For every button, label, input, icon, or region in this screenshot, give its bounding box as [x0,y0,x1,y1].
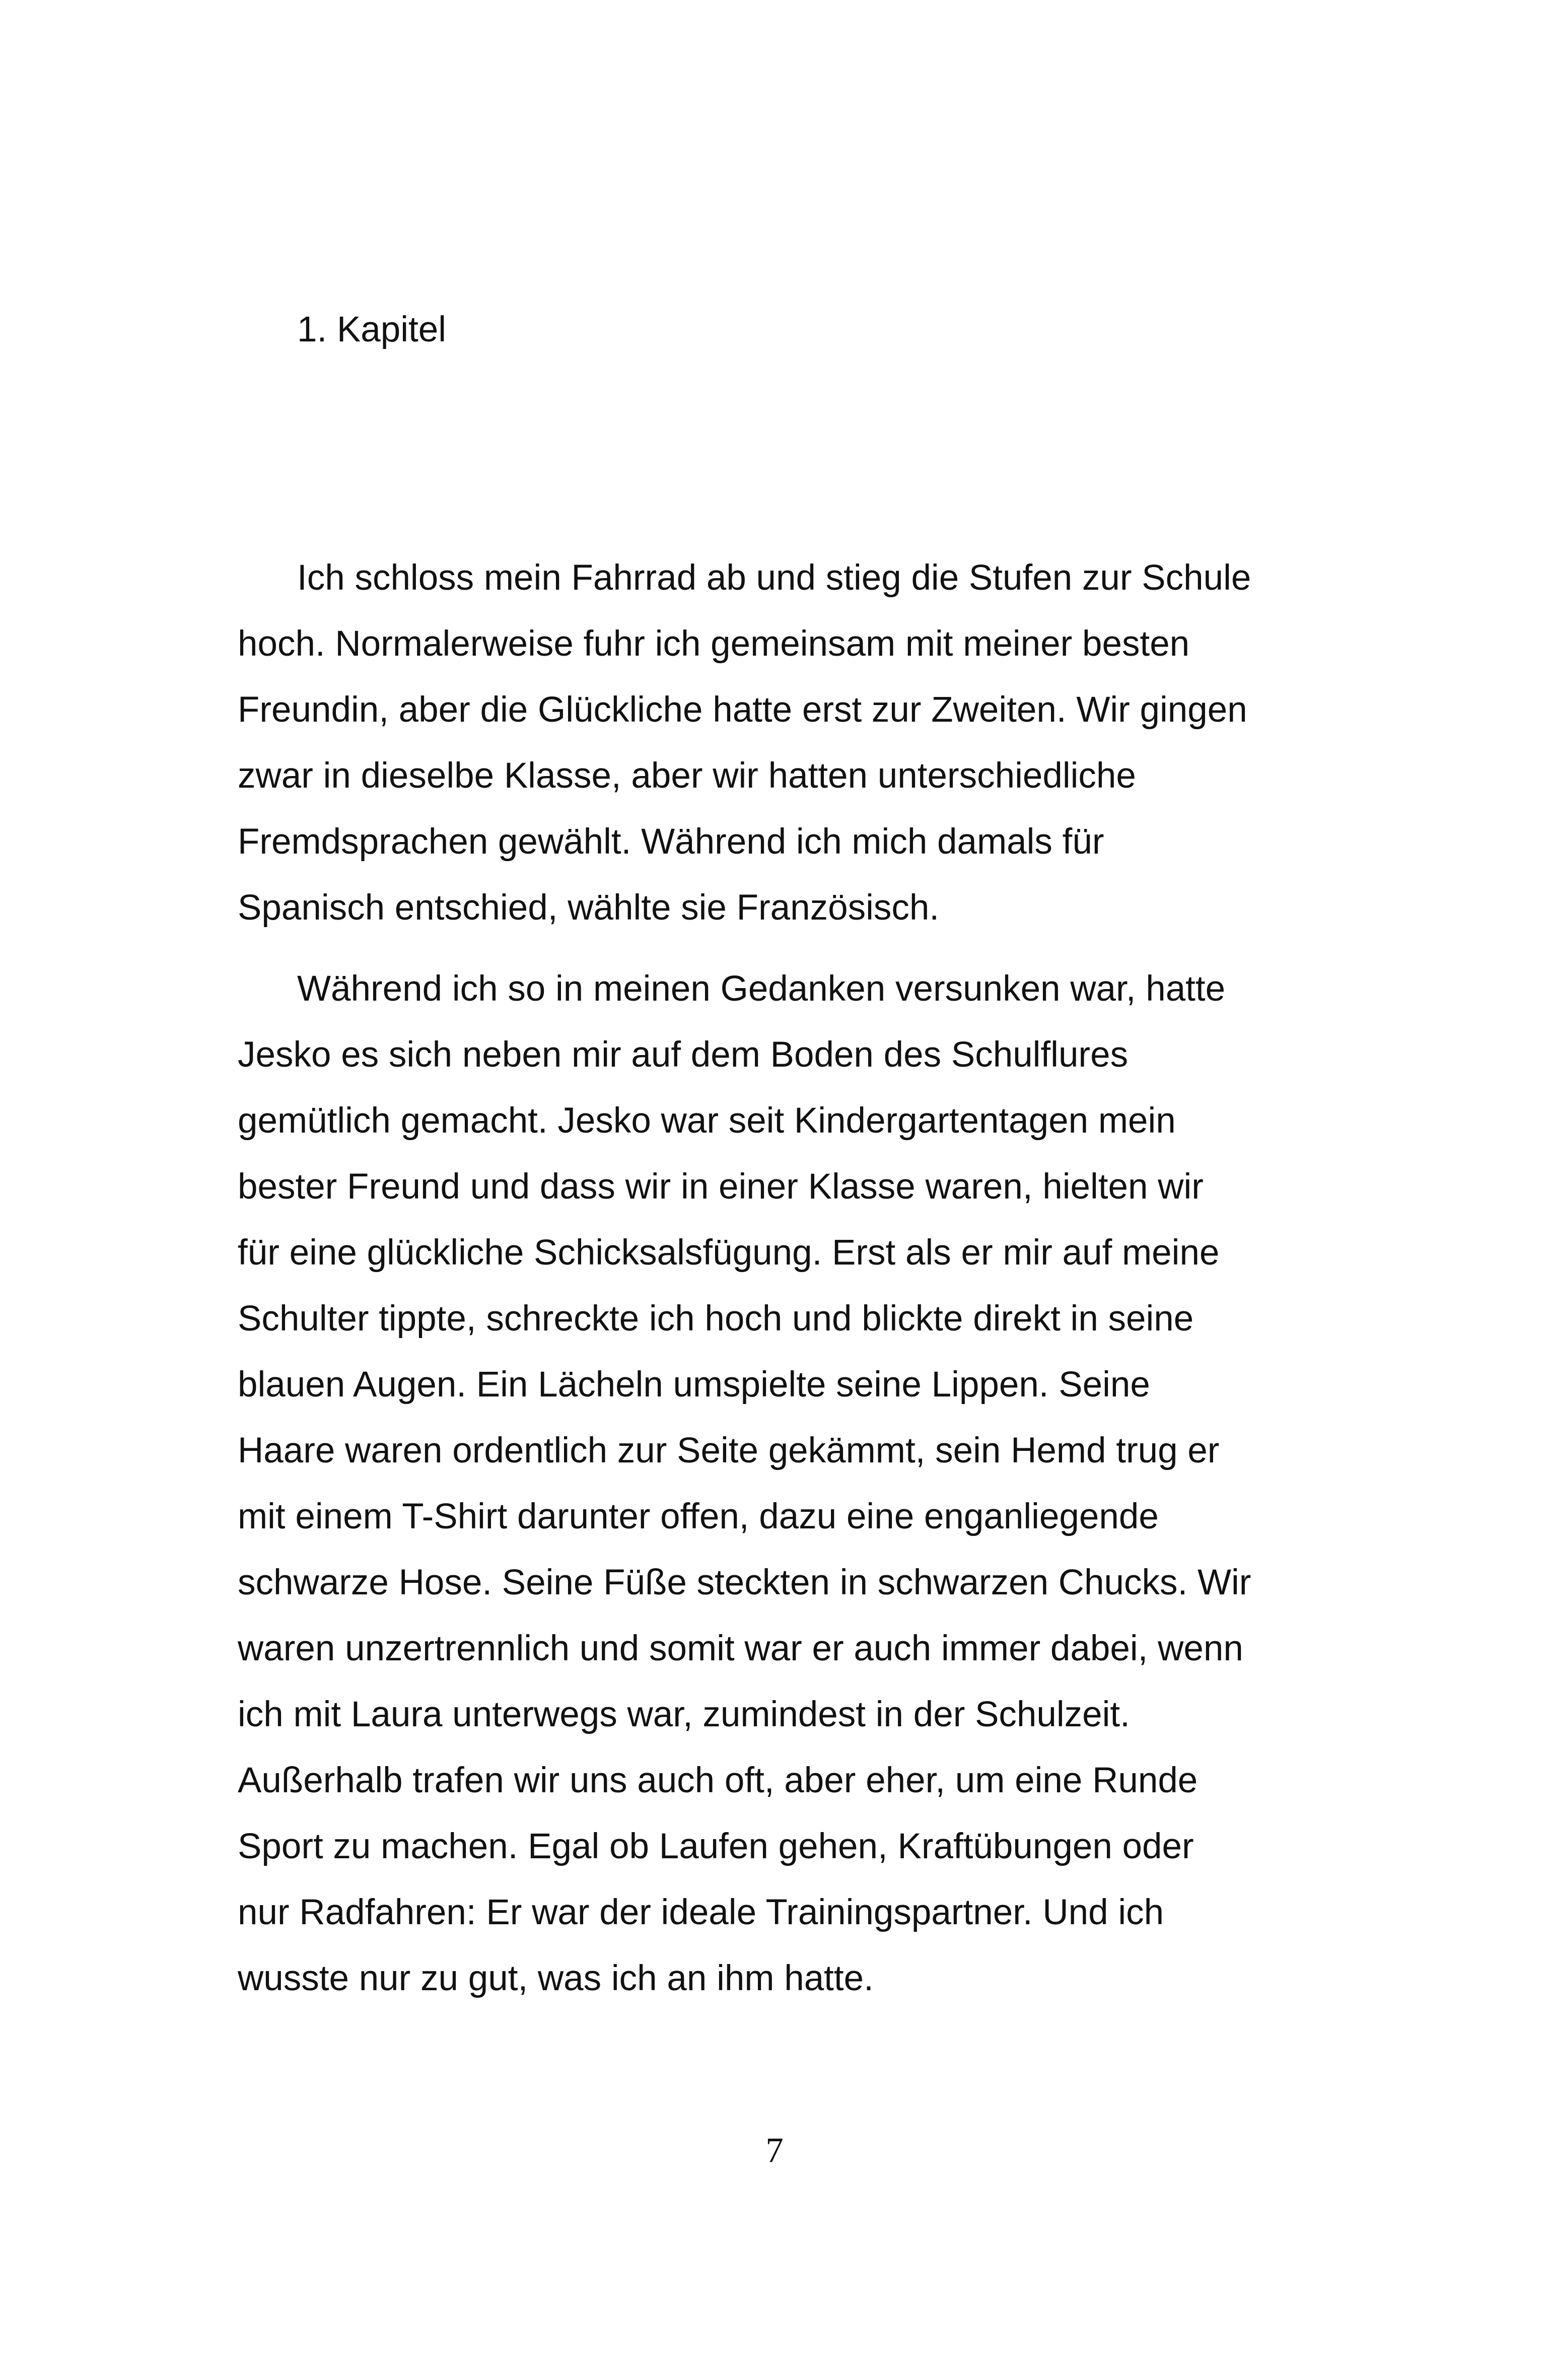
page-number: 7 [765,2131,784,2170]
text-line: bester Freund und dass wir in einer Klasse waren, hielten wir [238,1167,1204,1207]
text-line: Haare waren ordentlich zur Seite gekämmt, sein Hemd trug er [238,1431,1220,1471]
text-line: ich mit Laura unterwegs war, zumindest in der Schulzeit. [238,1695,1130,1734]
text-line: waren unzertrennlich und somit war er auch immer dabei, wenn [238,1629,1243,1668]
text-line: gemütlich gemacht. Jesko war seit Kindergartentagen mein [238,1101,1176,1141]
text-line: Außerhalb trafen wir uns auch oft, aber eher, um eine Runde [238,1761,1198,1800]
text-line: zwar in dieselbe Klasse, aber wir hatten unterschiedliche [238,756,1136,796]
text-line: wusste nur zu gut, was ich an ihm hatte. [238,1958,874,1998]
text-line: schwarze Hose. Seine Füße steckten in schwarzen Chucks. Wir [238,1563,1251,1602]
text-line: Ich schloss mein Fahrrad ab und stieg die Stufen zur Schule [297,558,1251,598]
text-line: nur Radfahren: Er war der ideale Trainingspartner. Und ich [238,1893,1164,1932]
paragraph-2 [238,956,1315,2011]
text-line: mit einem T-Shirt darunter offen, dazu eine enganliegende [238,1497,1159,1536]
text-line: Sport zu machen. Egal ob Laufen gehen, Kraftübungen oder [238,1827,1194,1866]
text-line: für eine glückliche Schicksalsfügung. Erst als er mir auf meine [238,1233,1220,1273]
text-line: Freundin, aber die Glückliche hatte erst zur Zweiten. Wir gingen [238,690,1247,730]
paragraph-spacing [238,941,1315,956]
text-line: Fremdsprachen gewählt. Während ich mich damals für [238,822,1104,862]
paragraph-1 [238,545,1315,941]
text-line: Spanisch entschied, wählte sie Französisch. [238,888,940,928]
body-text [238,545,1315,2011]
text-line: Schulter tippte, schreckte ich hoch und blickte direkt in seine [238,1299,1194,1339]
text-line: Während ich so in meinen Gedanken versunken war, hatte [297,969,1226,1009]
text-line: blauen Augen. Ein Lächeln umspielte seine Lippen. Seine [238,1365,1150,1405]
text-line: Jesko es sich neben mir auf dem Boden des Schulflures [238,1035,1129,1075]
chapter-title: 1. Kapitel [297,310,447,349]
text-line: hoch. Normalerweise fuhr ich gemeinsam mit meiner besten [238,624,1190,664]
